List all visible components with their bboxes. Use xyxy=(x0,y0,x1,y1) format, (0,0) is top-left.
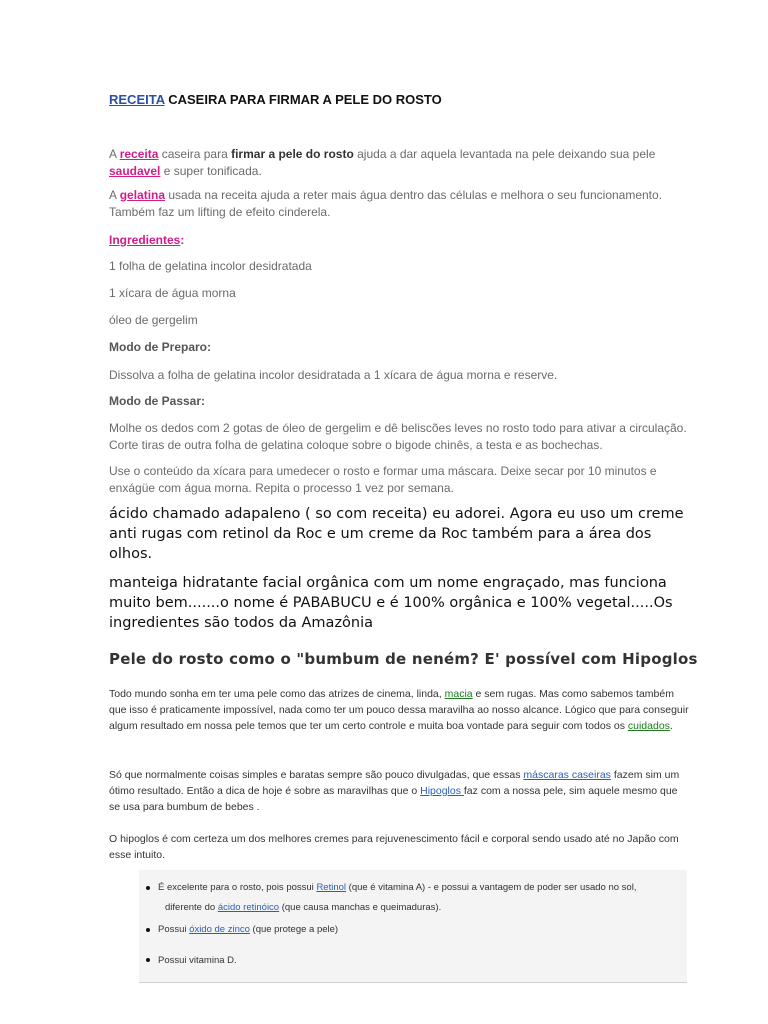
saudavel-link[interactable]: saudavel xyxy=(109,164,161,178)
list-item-zinco xyxy=(158,919,338,941)
text: e sem rugas. Mas como sabemos também que isso é praticamente impossível, nada como ter um pouco dessa maravilha ao nosso alcance. Lógico que para conseguir algum resultado em nossa pele temos que ter um certo controle e muita boa vontade para seguir com todos os xyxy=(109,688,689,732)
use-text: Use o conteúdo da xícara para umedecer o rosto e formar uma máscara. Deixe secar por 10 minutos e enxágüe com água morna. Repita o processo 1 vez por semana. xyxy=(109,464,657,495)
text: diferente do xyxy=(165,902,218,913)
bullet-icon xyxy=(146,958,150,962)
bullet-icon xyxy=(146,886,150,890)
text: Possui xyxy=(158,924,190,935)
mascaras-caseiras-link[interactable]: máscaras caseiras xyxy=(523,769,611,781)
title-rest: CASEIRA PARA FIRMAR A PELE DO ROSTO xyxy=(164,92,442,107)
ingredient-item: 1 folha de gelatina incolor desidratada xyxy=(109,259,312,273)
pababucu-paragraph: manteiga hidratante facial orgânica com um nome engraçado, mas funciona muito bem.......o nome é PABABUCU e é 100% orgânica e 100% vegetal.....Os ingredientes são todos da Amazônia xyxy=(109,575,673,631)
text: A xyxy=(109,147,120,161)
page-title xyxy=(109,92,442,107)
colon: : xyxy=(180,233,185,247)
list-item-retinol xyxy=(158,877,636,899)
modo-passar-text: Molhe os dedos com 2 gotas de óleo de gergelim e dê beliscões leves no rosto todo para ativar a circulação. Corte tiras de outra folha de gelatina coloque sobre o bigode chinês, a testa e as bochechas. xyxy=(109,421,687,452)
gelatina-link[interactable]: gelatina xyxy=(119,188,166,202)
text: fazem sim um ótimo resultado. Então a dica de hoje é sobre as maravilhas que o xyxy=(109,769,680,797)
list-item-retinol-cont xyxy=(165,897,441,919)
acido-retinoico-link[interactable]: ácido retinóico xyxy=(217,902,280,913)
intro-paragraph xyxy=(109,146,689,180)
oxido-zinco-link[interactable]: óxido de zinco xyxy=(189,924,250,935)
receita-link[interactable]: receita xyxy=(119,147,159,161)
text: . xyxy=(669,720,673,732)
text: Todo mundo sonha em ter uma pele como das atrizes de cinema, linda, xyxy=(109,688,445,700)
hipoglos-section-title: Pele do rosto como o "bumbum de neném? E' possível com Hipoglos xyxy=(109,650,698,668)
text: usada na receita ajuda a reter mais água dentro das células e melhora o seu funcionamento. Também faz um lifting de efeito cinderela. xyxy=(109,188,663,219)
list-item-vitamina-d: Possui vitamina D. xyxy=(158,955,237,966)
macia-link[interactable]: macia xyxy=(444,688,473,700)
hipoglos-link[interactable]: Hipoglos xyxy=(420,785,464,797)
cuidados-link[interactable]: cuidados xyxy=(627,720,670,732)
retinol-link[interactable]: Retinol xyxy=(316,882,347,893)
modo-passar-label: Modo de Passar: xyxy=(109,394,206,408)
text: Só que normalmente coisas simples e baratas sempre são pouco divulgadas, que essas xyxy=(109,769,524,781)
modo-preparo-text: Dissolva a folha de gelatina incolor desidratada a 1 xícara de água morna e reserve. xyxy=(109,368,558,382)
text: (que causa manchas e queimaduras). xyxy=(279,902,442,913)
text: É excelente para o rosto, pois possui xyxy=(158,882,317,893)
gelatina-paragraph xyxy=(109,187,689,221)
modo-preparo-label: Modo de Preparo: xyxy=(109,340,212,354)
text: (que é vitamina A) - e possui a vantagem de poder ser usado no sol, xyxy=(346,882,637,893)
text: caseira para xyxy=(158,147,232,161)
ingredientes-heading xyxy=(109,232,689,249)
text: A xyxy=(109,188,120,202)
text: (que protege a pele) xyxy=(249,924,339,935)
text: faz com a nossa pele, sim aquele mesmo que se usa para bumbum de bebes . xyxy=(109,785,678,813)
receita-title-link[interactable]: RECEITA xyxy=(109,92,165,107)
hipoglos-paragraph-3: O hipoglos é com certeza um dos melhores cremes para rejuvenescimento fácil e corporal sendo usado até no Japão com esse intuito. xyxy=(109,833,679,861)
ingredient-item: 1 xícara de água morna xyxy=(109,286,236,300)
ingredientes-link[interactable]: Ingredientes xyxy=(109,233,181,247)
hipoglos-paragraph-2 xyxy=(109,767,689,815)
bullet-icon xyxy=(146,928,150,932)
text: ajuda a dar aquela levantada na pele deixando sua pele xyxy=(353,147,656,161)
adapaleno-paragraph: ácido chamado adapaleno ( so com receita) eu adorei. Agora eu uso um creme anti rugas com retinol da Roc e um creme da Roc também para a área dos olhos. xyxy=(109,506,684,562)
text: e super tonificada. xyxy=(160,164,262,178)
ingredient-item: óleo de gergelim xyxy=(109,313,198,327)
hipoglos-paragraph-1 xyxy=(109,686,689,734)
firmar-bold: firmar a pele do rosto xyxy=(231,147,354,161)
